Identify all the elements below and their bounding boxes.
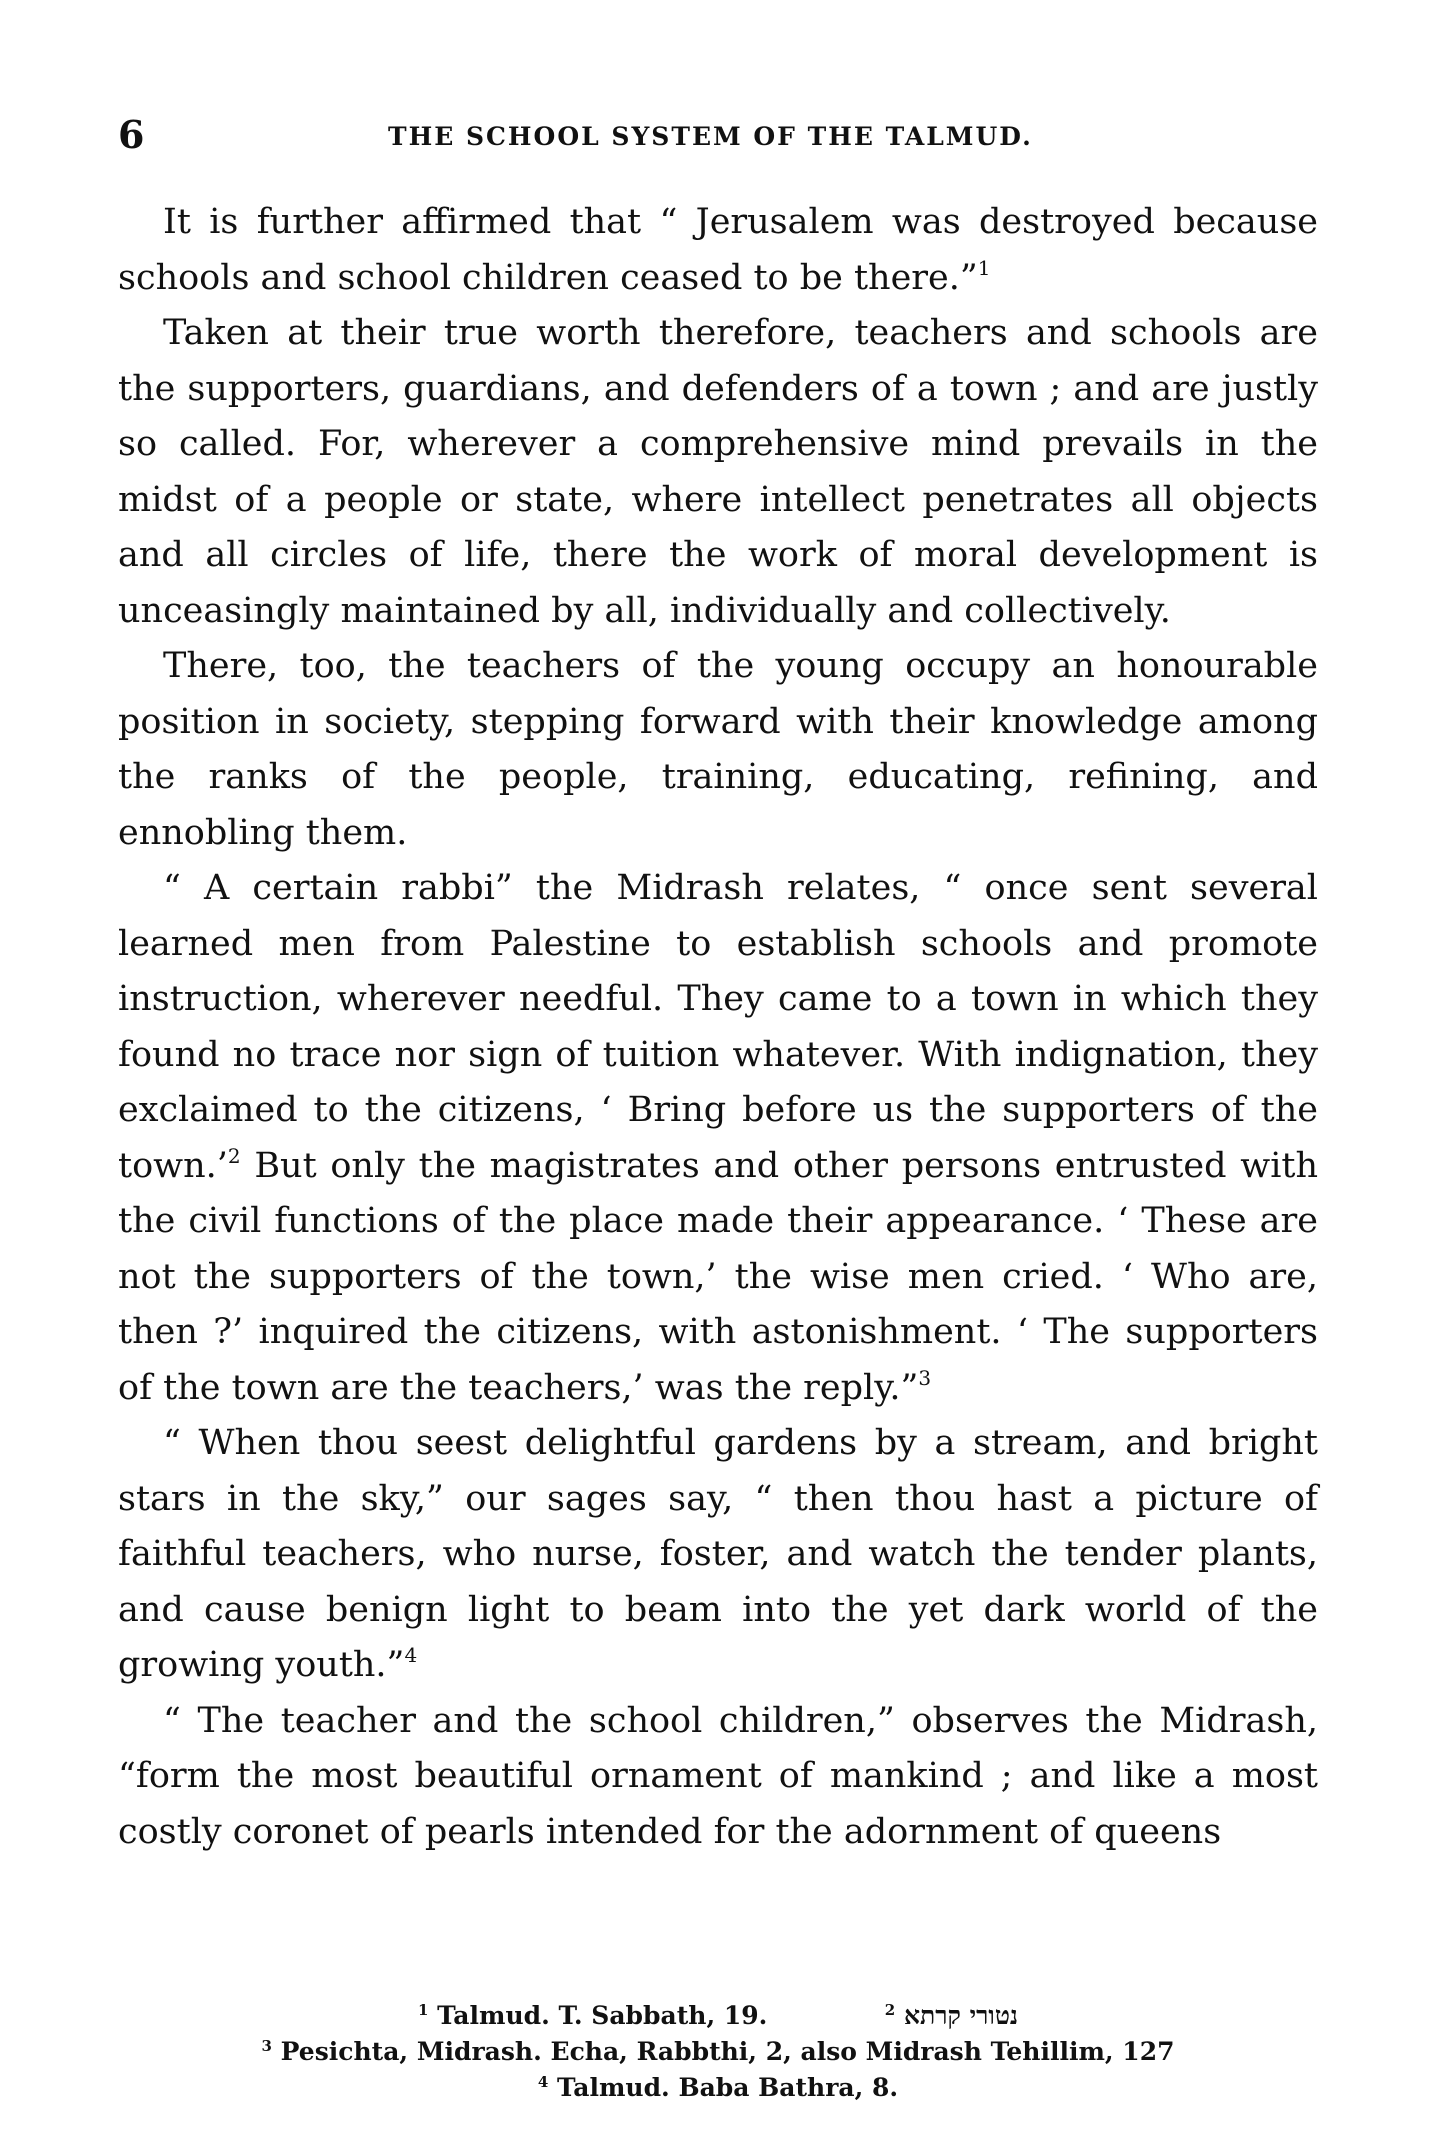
- paragraph-text: “ The teacher and the school children,” observes the Midrash, “form the most beautiful ornament of mankind ; and like a most costly coronet of pearls intended for the adornment of queens: [118, 1700, 1318, 1852]
- paragraph: [118, 306, 1318, 639]
- footnote-4: [538, 2073, 898, 2102]
- body-text: [118, 195, 1318, 1860]
- paragraph-text: There, too, the teachers of the young occupy an honourable position in society, stepping forward with their knowledge among the ranks of the people, training, educating, refining, and ennobling them.: [118, 646, 1318, 853]
- footnote-reference: 2: [227, 1143, 241, 1168]
- footnote-line-1: [118, 1998, 1318, 2034]
- footnote-reference: 4: [404, 1643, 418, 1667]
- footnote-3: [262, 2037, 1175, 2066]
- running-head: THE SCHOOL SYSTEM OF THE TALMUD.: [388, 122, 1033, 151]
- footnote-text: Talmud. Baba Bathra, 8.: [557, 2073, 899, 2102]
- paragraph-text: It is further affirmed that “ Jerusalem was destroyed because schools and school children ceased to be there.”: [118, 202, 1318, 298]
- footnote-1: [418, 2001, 776, 2030]
- paragraph-text: “ A certain rabbi” the Midrash relates, “ once sent several learned men from Palestine to establish schools and promote instruction, wherever needful. They came to a town in which they found no trace nor sign of tuition whatever. With indignation, they exclaimed to the citizens, ‘ Bring before us the supporters of the town.’: [118, 868, 1318, 1186]
- paragraph: [118, 639, 1318, 861]
- paragraph: [118, 861, 1318, 1416]
- paragraph-text: But only the magistrates and other persons entrusted with the civil functions of the place made their appearance. ‘ These are not the supporters of the town,’ the wise men cried. ‘ Who are, then ?’ inquired the citizens, with astonishment. ‘ The supporters of the town are the teachers,’ was the reply.”: [118, 1145, 1318, 1408]
- footnotes: [118, 1998, 1318, 2106]
- footnote-line-3: [118, 2070, 1318, 2106]
- footnote-mark: 3: [261, 2037, 272, 2055]
- footnote-mark: 1: [417, 2001, 429, 2019]
- paragraph-text: “ When thou seest delightful gardens by a stream, and bright stars in the sky,” our sages say, “ then thou hast a picture of faithful teachers, who nurse, foster, and watch the tender plants, and cause benign light to beam into the yet dark world of the growing youth.”: [118, 1423, 1318, 1685]
- paragraph: [118, 195, 1318, 306]
- footnote-mark: 2: [884, 2001, 896, 2019]
- footnote-text: Talmud. T. Sabbath, 19.: [437, 2001, 768, 2030]
- page-header: [118, 112, 1318, 162]
- footnote-text: Pesichta, Midrash. Echa, Rabbthi, 2, also Midrash Tehillim, 127: [280, 2037, 1175, 2066]
- paragraph: [118, 1694, 1318, 1861]
- footnote-mark: 4: [537, 2073, 549, 2091]
- footnote-reference: 1: [977, 255, 991, 280]
- page-number: 6: [118, 112, 145, 157]
- footnote-line-2: [118, 2034, 1318, 2070]
- paragraph: [118, 1416, 1318, 1694]
- paragraph-text: Taken at their true worth therefore, teachers and schools are the supporters, guardians, and defenders of a town ; and are justly so called. For, wherever a comprehensive mind prevails in the midst of a people or state, where intellect penetrates all objects and all circles of life, there the work of moral development is unceasingly maintained by all, individually and collectively.: [118, 313, 1318, 631]
- footnote-reference: 3: [918, 1365, 932, 1390]
- footnote-text: נטורי קרתא: [903, 2001, 1019, 2030]
- footnote-2: [885, 2001, 1018, 2030]
